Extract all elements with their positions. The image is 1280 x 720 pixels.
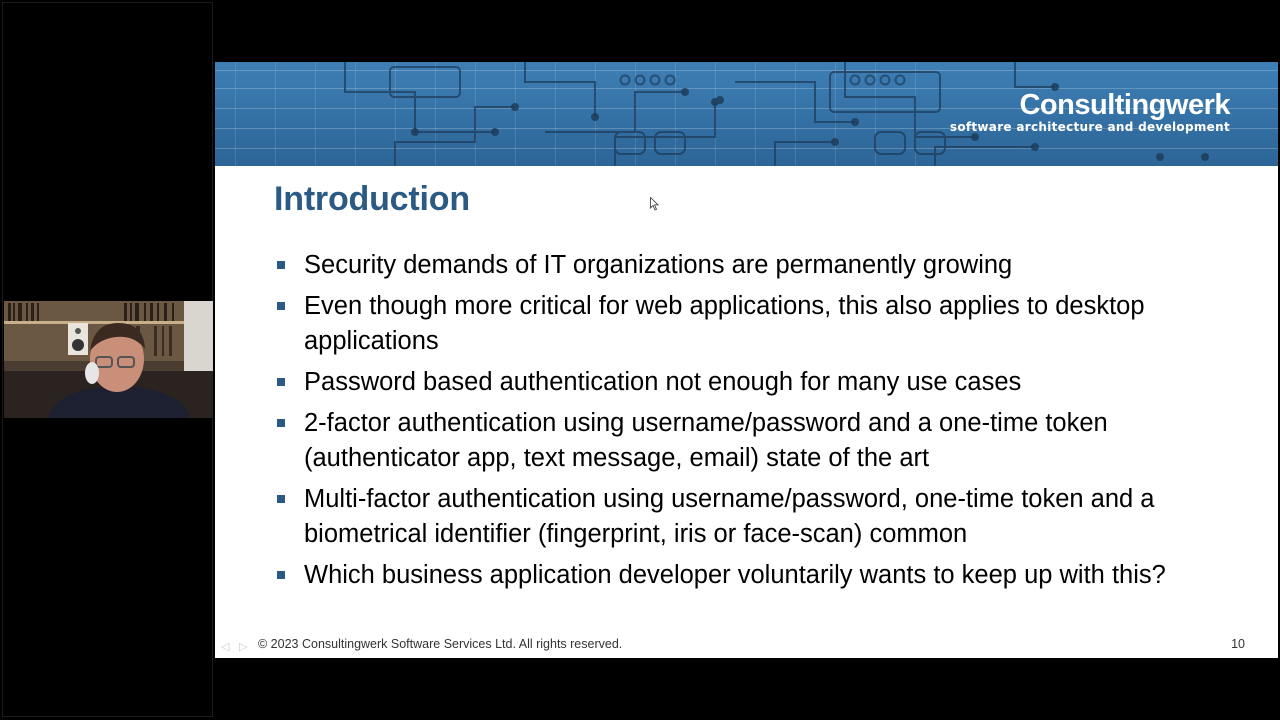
logo-wordmark: Consultingwerk xyxy=(1019,89,1230,121)
next-slide-icon[interactable]: ▷ xyxy=(239,641,248,653)
slide-page-number: 10 xyxy=(1231,637,1245,651)
webcam-video-frame xyxy=(4,301,213,418)
copyright-text: © 2023 Consultingwerk Software Services Ltd. All rights reserved. xyxy=(258,637,623,651)
consultingwerk-logo xyxy=(950,88,1230,134)
bullet-item: Even though more critical for web applications, this also applies to desktop applications xyxy=(274,289,1224,359)
slide-title: Introduction xyxy=(274,180,470,218)
bullet-item: Password based authentication not enough for many use cases xyxy=(274,365,1224,400)
presenter-webcam xyxy=(4,301,213,418)
presentation-slide xyxy=(215,62,1278,658)
bullet-list xyxy=(274,248,1224,599)
bullet-item: 2-factor authentication using username/password and a one-time token (authenticator app, text message, email) state of the art xyxy=(274,406,1224,476)
slide-header-banner xyxy=(215,62,1278,166)
previous-slide-icon[interactable]: ◁ xyxy=(221,641,230,653)
bullet-item: Which business application developer voluntarily wants to keep up with this? xyxy=(274,558,1224,593)
bullet-item: Security demands of IT organizations are permanently growing xyxy=(274,248,1224,283)
logo-tagline: software architecture and development xyxy=(949,120,1230,134)
slide-footer xyxy=(215,636,1278,658)
mouse-pointer-icon xyxy=(650,197,660,211)
presenter-panel xyxy=(0,0,215,720)
bullet-item: Multi-factor authentication using username/password, one-time token and a biometrical identifier (fingerprint, iris or face-scan) common xyxy=(274,482,1224,552)
